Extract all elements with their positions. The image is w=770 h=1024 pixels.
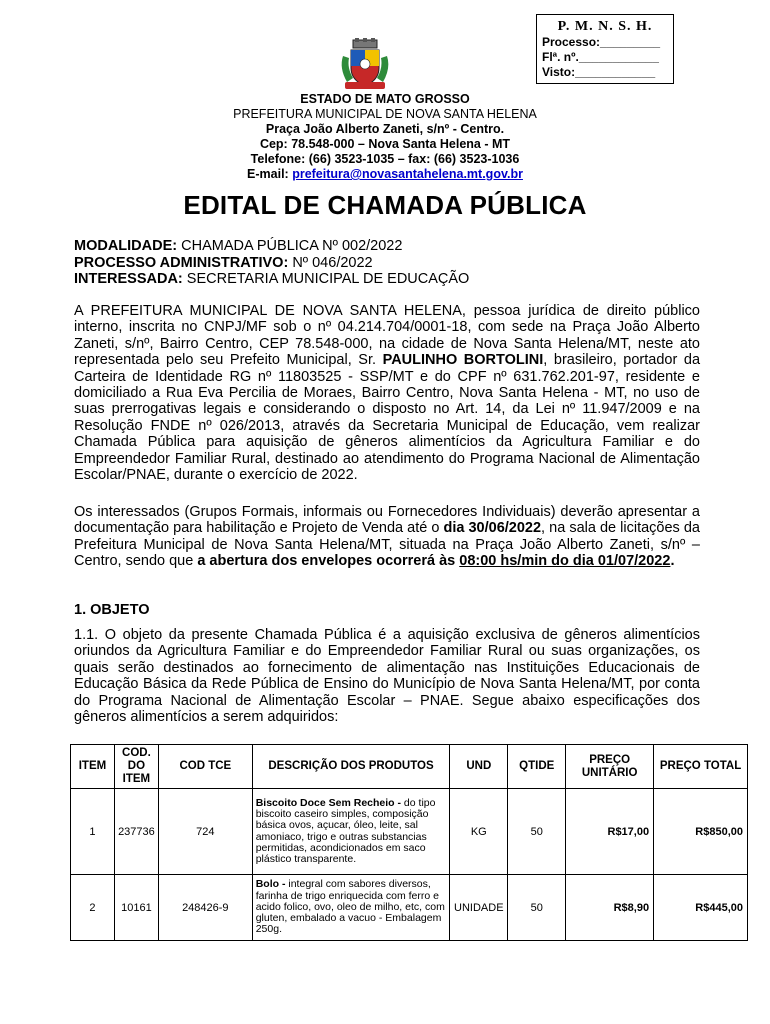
desc-name: Biscoito Doce Sem Recheio - <box>255 796 402 809</box>
meta-processo <box>74 255 469 272</box>
header-email-line <box>0 167 770 182</box>
meta-modalidade-label: MODALIDADE: <box>74 238 178 254</box>
meta-modalidade-value: CHAMADA PÚBLICA Nº 002/2022 <box>177 238 403 254</box>
items-table <box>70 744 748 941</box>
stamp-title: P. M. N. S. H. <box>557 19 653 34</box>
cell-preco-total: R$445,00 <box>654 875 748 941</box>
header-email-link[interactable]: prefeitura@novasantahelena.mt.gov.br <box>292 167 523 181</box>
cell-desc <box>252 875 450 941</box>
cell-preco-total: R$850,00 <box>654 789 748 875</box>
header-address: Praça João Alberto Zaneti, s/nº - Centro. <box>265 122 505 136</box>
deadline-end: . <box>670 553 675 570</box>
th-desc: DESCRIÇÃO DOS PRODUTOS <box>252 745 450 789</box>
deadline-date: dia 30/06/2022 <box>443 520 542 537</box>
cell-item: 2 <box>71 875 115 941</box>
header-state: ESTADO DE MATO GROSSO <box>300 92 470 106</box>
table-header-row <box>71 745 748 789</box>
th-item: ITEM <box>71 745 115 789</box>
opening-text: a abertura dos envelopes ocorrerá às <box>197 553 460 570</box>
cell-preco-unit: R$17,00 <box>566 789 654 875</box>
stamp-processo: Processo:_________ <box>542 35 661 49</box>
cell-preco-unit: R$8,90 <box>566 875 654 941</box>
cell-und: KG <box>450 789 508 875</box>
meta-interessada-value: SECRETARIA MUNICIPAL DE EDUCAÇÃO <box>182 271 470 287</box>
protocol-stamp <box>536 14 674 84</box>
meta-processo-value: Nº 046/2022 <box>288 254 373 271</box>
th-preco-total: PREÇO TOTAL <box>654 745 748 789</box>
header-phone: Telefone: (66) 3523-1035 – fax: (66) 3523-1036 <box>250 152 520 166</box>
document-title: EDITAL DE CHAMADA PÚBLICA <box>183 190 587 220</box>
municipal-crest-icon <box>339 38 391 92</box>
desc-name: Bolo - <box>255 878 286 891</box>
cell-cod-tce: 248426-9 <box>158 875 252 941</box>
deadline-text-b: , na sala de licitações da Prefeitura Municipal de Nova Santa Helena/MT, situada na Praça João Alberto Zaneti, s/nº – Centro, sendo que <box>74 520 700 570</box>
cell-qtide: 50 <box>508 875 566 941</box>
stamp-fls: Flª. nº.____________ <box>542 50 659 64</box>
meta-interessada <box>74 271 469 288</box>
cell-cod-tce: 724 <box>158 789 252 875</box>
header-prefeitura: PREFEITURA MUNICIPAL DE NOVA SANTA HELENA <box>233 107 537 121</box>
intro-paragraph <box>74 303 700 483</box>
deadline-paragraph <box>74 504 700 570</box>
cell-qtide: 50 <box>508 789 566 875</box>
cell-cod-item: 10161 <box>114 875 158 941</box>
desc-text: do tipo biscoito caseiro simples, composição básica ovos, açucar, óleo, leite, sal amoniaco, trigo e outras substancias permitidas, acondicionados em saco plástico transparente. <box>255 796 436 865</box>
header-email-label: E-mail: <box>247 167 293 181</box>
th-preco-unit: PREÇO UNITÁRIO <box>566 745 654 789</box>
cell-und: UNIDADE <box>450 875 508 941</box>
meta-modalidade <box>74 238 469 255</box>
stamp-visto: Visto:____________ <box>542 65 656 79</box>
table-row <box>71 875 748 941</box>
table-row <box>71 789 748 875</box>
intro-text-a: A PREFEITURA MUNICIPAL DE NOVA SANTA HELENA, pessoa jurídica de direito público interno, inscrita no CNPJ/MF sob o nº 04.214.704/0001-18, com sede na Praça João Alberto Zaneti, s/nº, Bairro Centro, CEP 78.548-000, na cidade de Nova Santa Helena/MT, neste ato representada pelo seu Prefeito Municipal, Sr. <box>74 303 700 369</box>
letterhead <box>0 92 770 182</box>
section-heading-objeto: 1. OBJETO <box>74 602 150 618</box>
opening-time: 08:00 hs/min do dia 01/07/2022 <box>459 553 671 570</box>
meta-interessada-label: INTERESSADA: <box>74 271 183 287</box>
mayor-name: PAULINHO BORTOLINI <box>382 352 544 369</box>
desc-text: integral com sabores diversos, farinha de trigo enriquecida com ferro e acido folico, ovo, oleo de milho, etc, com gluten, embalado a vacuo - Embalagem 250g. <box>255 878 445 936</box>
th-qtide: QTIDE <box>508 745 566 789</box>
cell-cod-item: 237736 <box>114 789 158 875</box>
header-cep: Cep: 78.548-000 – Nova Santa Helena - MT <box>259 137 511 151</box>
th-und: UND <box>450 745 508 789</box>
deadline-text-a: Os interessados (Grupos Formais, informais ou Fornecedores Individuais) deverão apresentar a documentação para habilitação e Projeto de Venda até o <box>74 504 700 537</box>
objeto-paragraph: 1.1. O objeto da presente Chamada Pública é a aquisição exclusiva de gêneros alimentícios oriundos da Agricultura Familiar e do Empreendedor Familiar Rural ou suas organizações, os quais serão destinados ao fornecimento de alimentação nas Instituições Educacionais de Educação Básica da Rede Pública de Ensino do Município de Nova Santa Helena/MT, por conta do Programa Nacional de Alimentação Escolar – PNAE. Segue abaixo especificações dos gêneros alimentícios a serem adquiridos: <box>74 627 700 726</box>
th-cod-tce: COD TCE <box>158 745 252 789</box>
cell-desc <box>252 789 450 875</box>
th-cod-item: COD. DO ITEM <box>114 745 158 789</box>
document-meta <box>74 238 469 288</box>
intro-text-b: , brasileiro, portador da Carteira de Identidade RG nº 11803525 - SSP/MT e do CPF nº 631.762.201-97, residente e domiciliado a Rua Eva Percilia de Moraes, Bairro Centro, Nova Santa Helena - MT, no uso de suas prerrogativas legais e considerando o disposto no Art. 14, da Lei nº 11.947/2009 e na Resolução FNDE nº 026/2013, através da Secretaria Municipal de Educação, vem realizar Chamada Pública para aquisição de gêneros alimentícios da Agricultura Familiar e do Empreendedor Familiar Rural, destinado ao atendimento do Programa Nacional de Alimentação Escolar/PNAE, durante o exercício de 2022. <box>74 352 701 484</box>
cell-item: 1 <box>71 789 115 875</box>
meta-processo-label: PROCESSO ADMINISTRATIVO: <box>74 254 289 271</box>
